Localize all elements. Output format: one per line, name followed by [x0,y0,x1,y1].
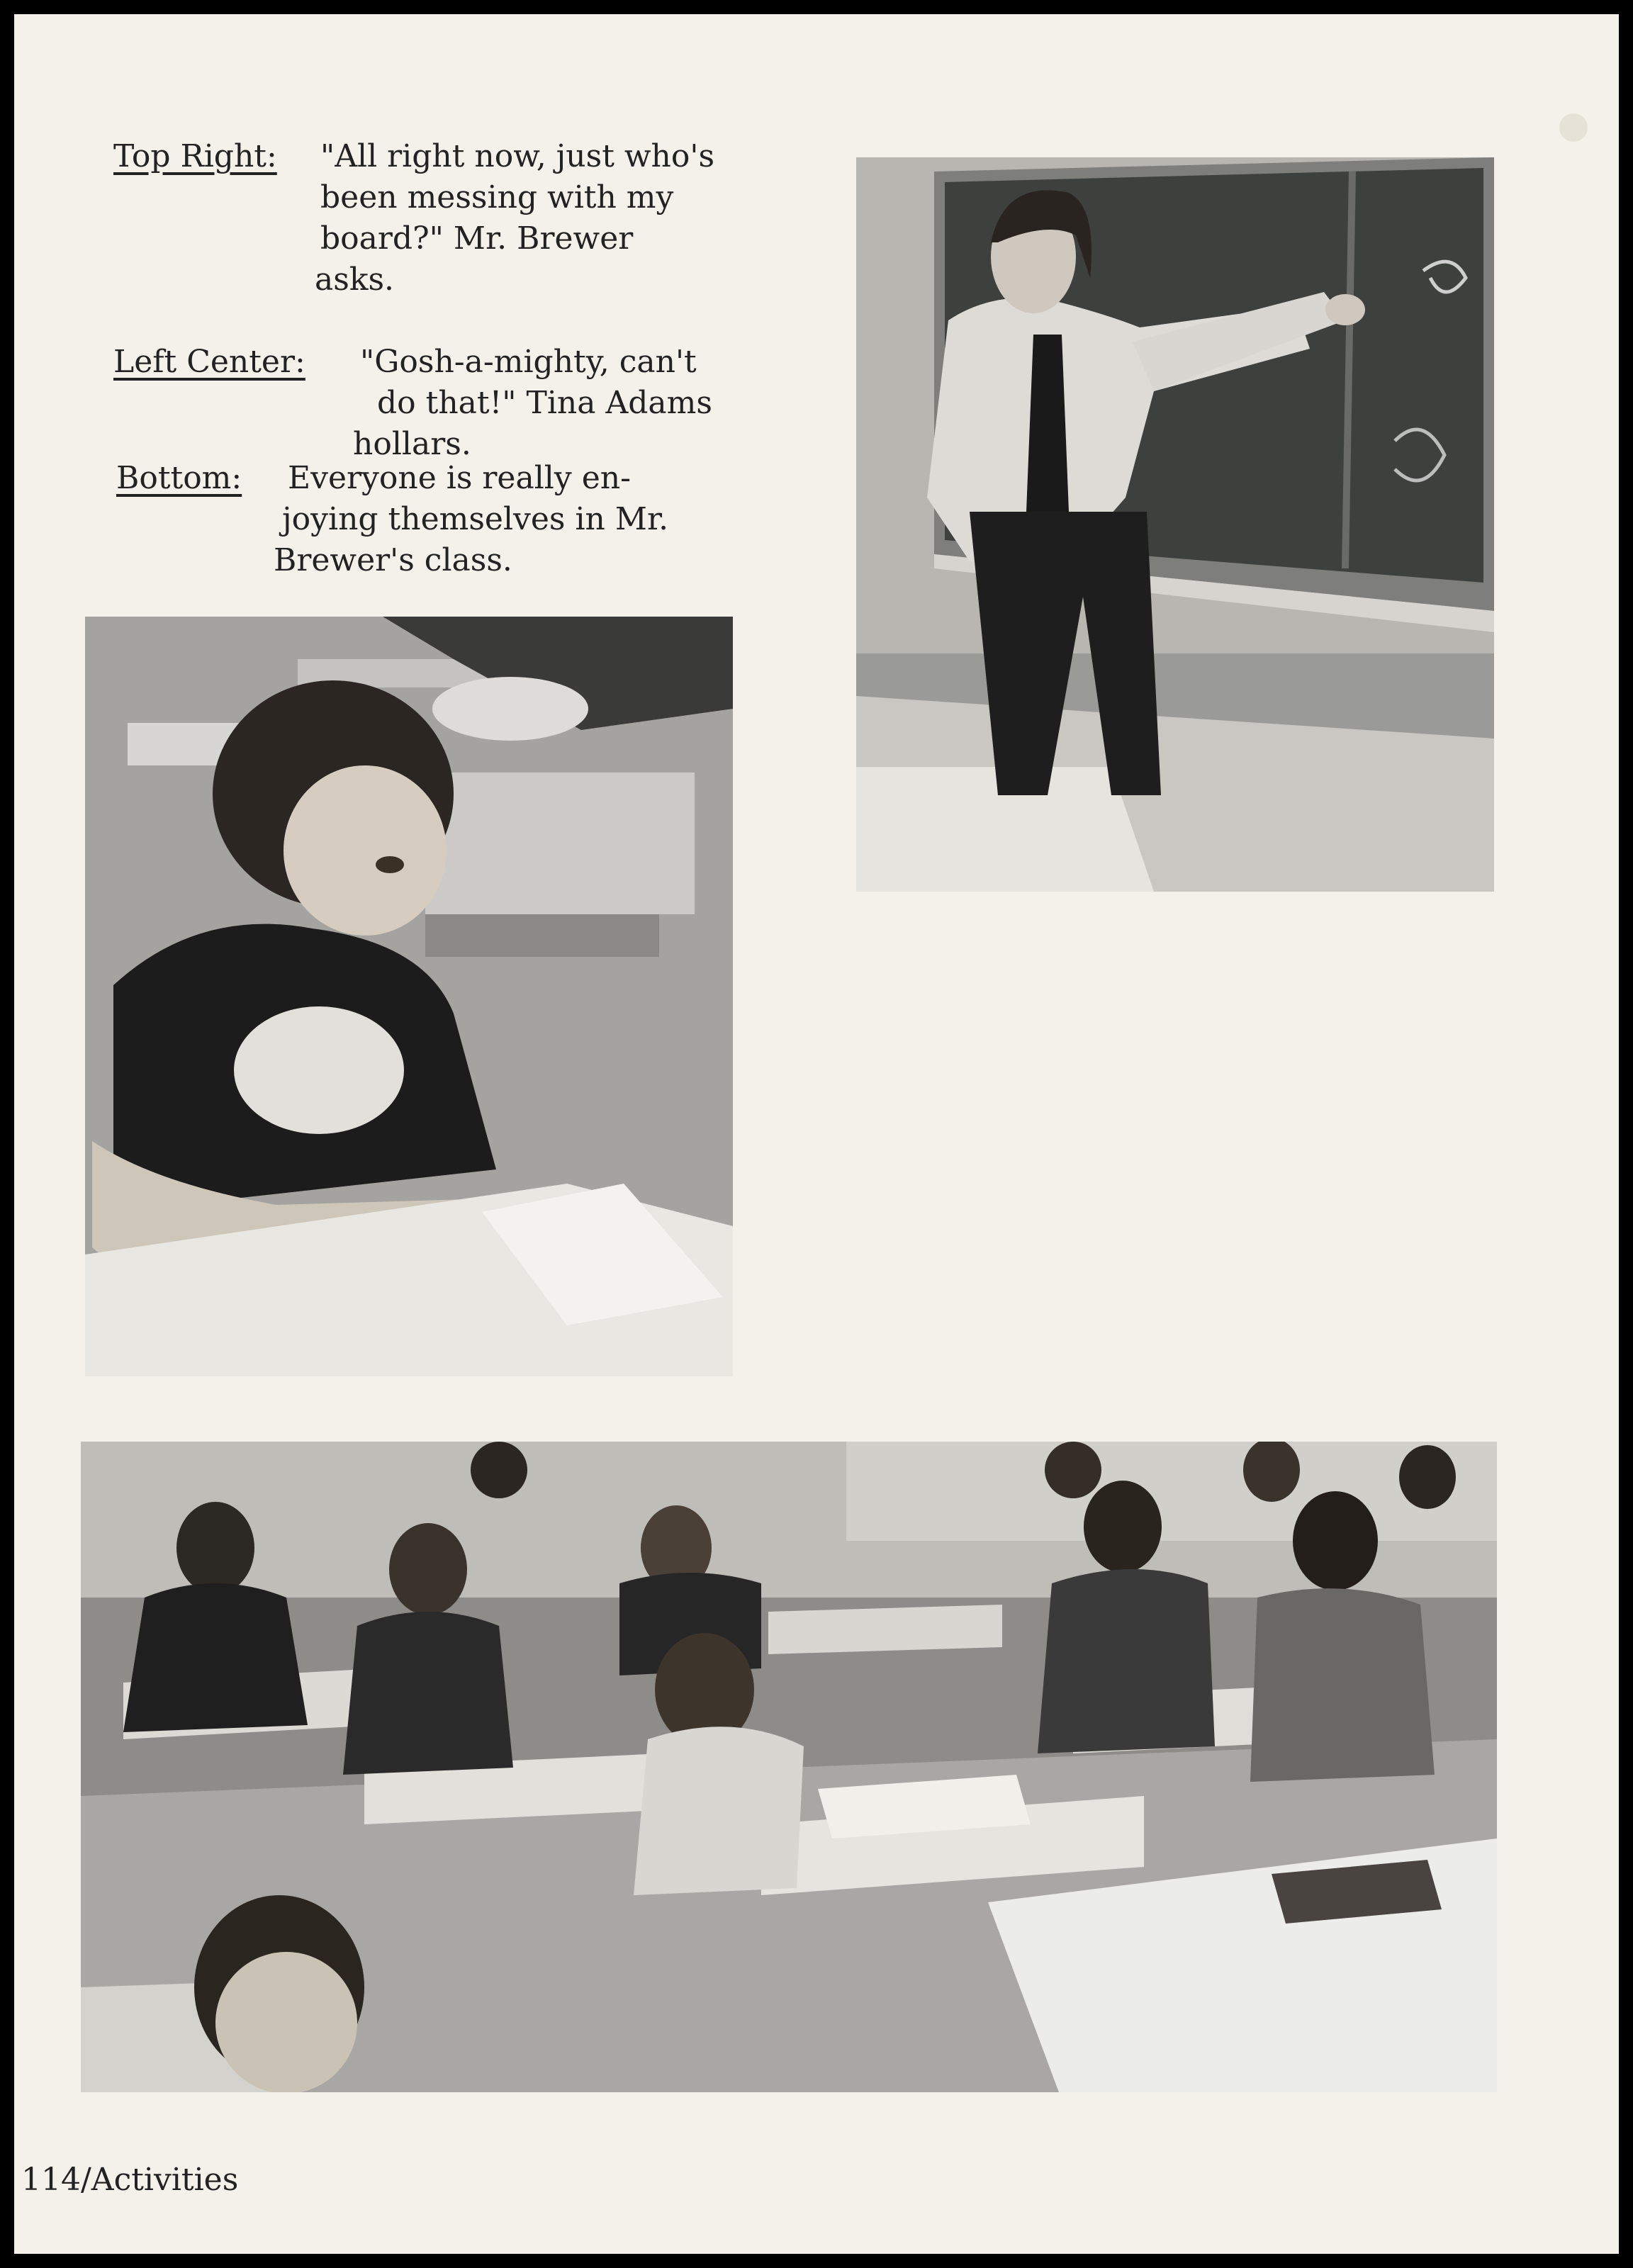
photo-classroom [81,1442,1497,2092]
caption-label-top-right: Top Right: [113,138,277,174]
page-corner-mark [1559,113,1588,142]
caption-line: been messing with my [320,179,674,215]
caption-label-bottom: Bottom: [116,460,242,496]
caption-line: Brewer's class. [274,542,512,578]
page-folio: 114/Activities [21,2162,239,2198]
caption-line: hollars. [353,426,471,462]
caption-line: Everyone is really en- [288,460,631,496]
caption-line: board?" Mr. Brewer [320,220,634,257]
caption-line: "All right now, just who's [320,138,715,174]
caption-line: do that!" Tina Adams [377,385,712,421]
photo-student-at-desk [85,617,733,1376]
caption-label-left-center: Left Center: [113,344,305,380]
yearbook-page [14,14,1619,2254]
caption-line: "Gosh-a-mighty, can't [360,344,697,380]
caption-line: joying themselves in Mr. [282,501,669,537]
photo-teacher-at-chalkboard [856,157,1494,892]
caption-line: asks. [315,262,395,298]
